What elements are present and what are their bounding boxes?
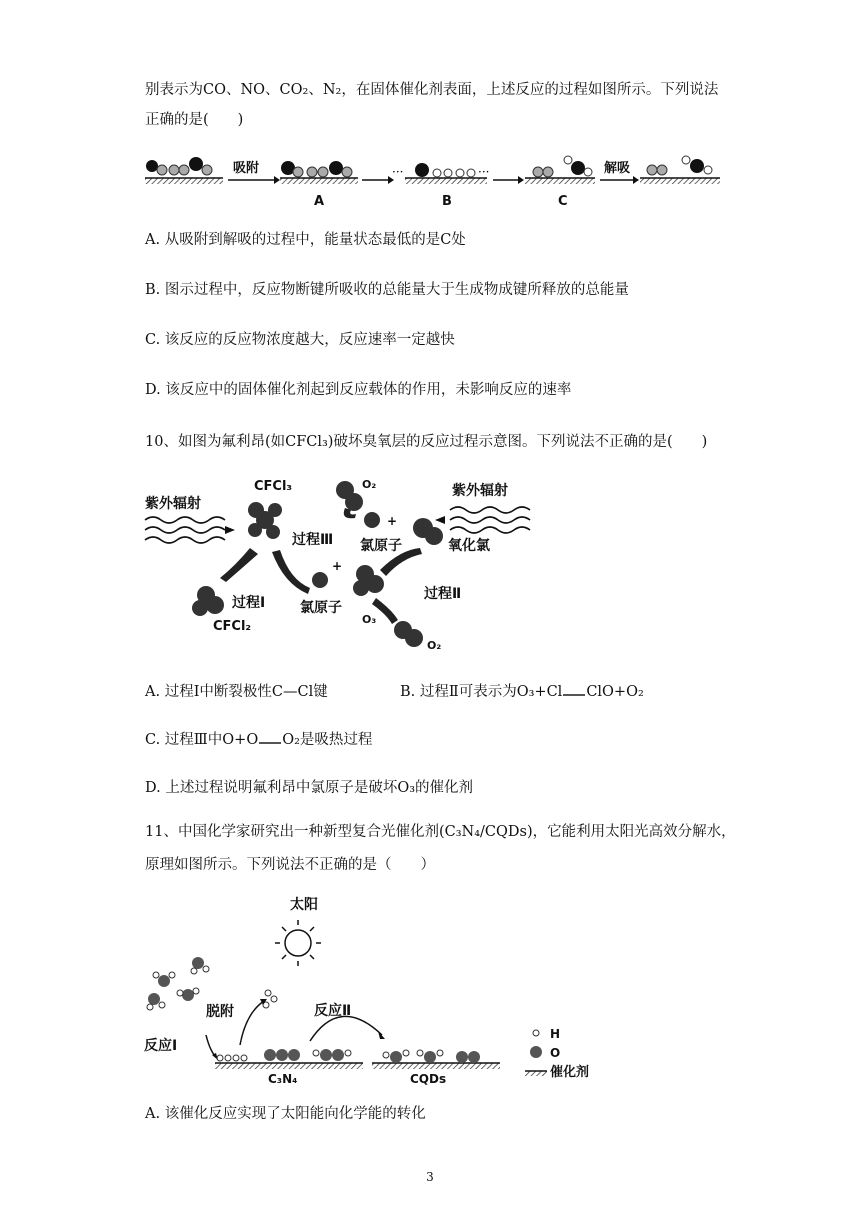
sun-label: 太阳 — [290, 897, 318, 913]
q10-figure — [140, 470, 540, 655]
q10-option-a: A. 过程Ⅰ中断裂极性C—Cl键 — [145, 684, 328, 700]
c3n4-label: C₃N₄ — [268, 1072, 298, 1085]
q10-option-d: D. 上述过程说明氟利昂中氯原子是破坏O₃的催化剂 — [145, 780, 474, 796]
svg-text:···: ··· — [392, 165, 404, 179]
stage-b-label: B — [442, 194, 452, 209]
q9-option-c: C. 该反应的反应物浓度越大，反应速率一定越快 — [145, 332, 455, 348]
svg-text:···: ··· — [478, 165, 490, 179]
q11-option-a: A. 该催化反应实现了太阳能向化学能的转化 — [145, 1106, 426, 1122]
q11-figure — [140, 895, 640, 1085]
q10-option-c — [145, 728, 372, 749]
stage-a-label: A — [314, 194, 325, 209]
q10-stem: 10、如图为氟利昂(如CFCl₃)破坏臭氧层的反应过程示意图。下列说法不正确的是( ) — [145, 434, 708, 450]
cqds-label: CQDs — [410, 1072, 447, 1085]
page-number: 3 — [426, 1170, 434, 1184]
q10-option-c-head: C. 过程Ⅲ中O+O — [145, 732, 259, 748]
sun-icon — [275, 920, 321, 966]
step2-label: 过程Ⅱ — [424, 586, 462, 602]
q9-option-b: B. 图示过程中，反应物断键所吸收的总能量大于生成物成键所释放的总能量 — [145, 282, 629, 298]
r1-label: 反应Ⅰ — [144, 1038, 178, 1054]
step3-label: 过程Ⅲ — [292, 532, 334, 548]
o2-top-label: O₂ — [362, 478, 377, 491]
q10-option-c-tail: O₂是吸热过程 — [282, 732, 373, 748]
stage-c-label: C — [558, 194, 568, 209]
plus-mid: + — [332, 559, 343, 573]
cfcl3-label: CFCl₃ — [254, 479, 293, 494]
q11-stem-line1: 11、中国化学家研究出一种新型复合光催化剂(C₃N₄/CQDs)，它能利用太阳光高效分解水， — [145, 824, 736, 840]
cl-atom-top-label: 氯原子 — [360, 538, 402, 554]
step1-label: 过程Ⅰ — [232, 595, 266, 611]
legend-h-label: H — [550, 1027, 561, 1041]
plus-top: + — [387, 514, 398, 528]
o2-bottom-label: O₂ — [427, 639, 442, 652]
clo-label: 氧化氯 — [448, 538, 490, 554]
cl-atom-mid-label: 氯原子 — [300, 600, 342, 616]
adsorb-label: 吸附 — [233, 161, 260, 176]
q9-option-d: D. 该反应中的固体催化剂起到反应载体的作用，未影响反应的速率 — [145, 382, 572, 398]
q10-option-b-head: B. 过程Ⅱ可表示为O₃+Cl — [400, 684, 563, 700]
r2-label: 反应Ⅱ — [314, 1003, 352, 1019]
q11-stem-line2: 原理如图所示。下列说法不正确的是（ ） — [145, 857, 435, 873]
uv-left-label: 紫外辐射 — [145, 496, 201, 512]
q10-option-b — [400, 680, 644, 701]
legend-o-label: O — [550, 1046, 561, 1060]
desorb-label: 脱附 — [206, 1004, 234, 1020]
q10-option-b-tail: ClO+O₂ — [586, 684, 644, 700]
cfcl2-label: CFCl₂ — [213, 619, 252, 634]
legend-cat-label: 催化剂 — [550, 1065, 590, 1080]
desorb-label: 解吸 — [604, 161, 631, 176]
q9-stem-line2: 正确的是( ) — [145, 112, 244, 128]
q9-figure — [140, 150, 730, 212]
q9-option-a: A. 从吸附到解吸的过程中，能量状态最低的是C处 — [145, 232, 466, 248]
q9-stem-line1: 别表示为CO、NO、CO₂、N₂，在固体催化剂表面，上述反应的过程如图所示。下列说法 — [145, 82, 719, 98]
uv-right-label: 紫外辐射 — [452, 483, 508, 499]
o3-label: O₃ — [362, 613, 377, 626]
